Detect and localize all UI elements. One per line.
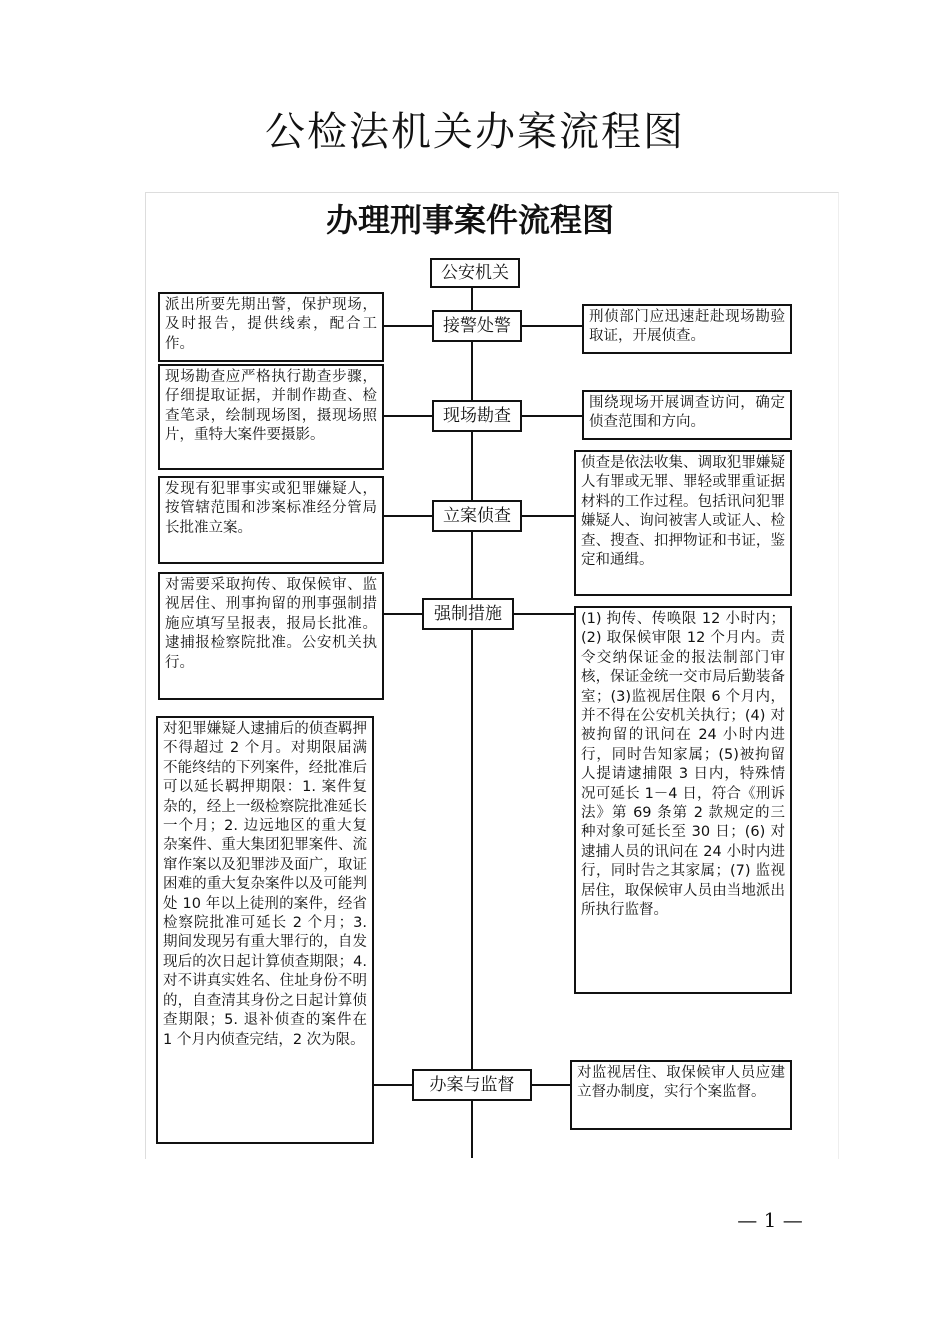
note-alarm-right: 刑侦部门应迅速赶赴现场勘验取证，开展侦查。 [582, 304, 792, 354]
note-supervision-left: 对犯罪嫌疑人逮捕后的侦查羁押不得超过 2 个月。对期限届满不能终结的下列案件，经批准后可以延长羁押期限：1. 案件复杂的，经上一级检察院批准延长一个月；2. 边远地区的重大复杂案件、重大集团犯罪案件、流窜作案以及犯罪涉及面广，取证困难的重大复杂案件以及可能判处 10 年以上徒刑的案件，经省检察院批准可延长 2 个月；3. 期间发现另有重大罪行的，自发现后的次日起计算侦查期限；4. 对不讲真实姓名、住址身份不明的，自查清其身份之日起计算侦查期限；5. 退补侦查的案件在 1 个月内侦查完结，2 次为限。 [156, 716, 374, 1144]
node-filing: 立案侦查 [432, 500, 522, 532]
note-filing-left: 发现有犯罪事实或犯罪嫌疑人，按管辖范围和涉案标准经分管局长批准立案。 [158, 476, 384, 564]
note-measures-left: 对需要采取拘传、取保候审、监视居住、刑事拘留的刑事强制措施应填写呈报表，报局长批准。逮捕报检察院批准。公安机关执行。 [158, 572, 384, 700]
node-scene: 现场勘查 [432, 400, 522, 432]
node-measures: 强制措施 [422, 598, 514, 630]
note-supervision-right: 对监视居住、取保候审人员应建立督办制度，实行个案监督。 [570, 1060, 792, 1130]
note-filing-right: 侦查是依法收集、调取犯罪嫌疑人有罪或无罪、罪轻或罪重证据材料的工作过程。包括讯问犯罪嫌疑人、询问被害人或证人、检查、搜查、扣押物证和书证，鉴定和通缉。 [574, 450, 792, 596]
flowchart-title: 办理刑事案件流程图 [325, 201, 614, 239]
note-alarm-left: 派出所要先期出警，保护现场，及时报告，提供线索，配合工作。 [158, 292, 384, 362]
node-supervision: 办案与监督 [412, 1069, 532, 1101]
page-title: 公检法机关办案流程图 [265, 109, 685, 155]
page-number: — 1 — [737, 1208, 803, 1232]
node-alarm: 接警处警 [432, 310, 522, 342]
note-scene-left: 现场勘查应严格执行勘查步骤，仔细提取证据，并制作勘查、检查笔录，绘制现场图，摄现场照片，重特大案件要摄影。 [158, 364, 384, 470]
note-measures-right: (1) 拘传、传唤限 12 小时内；(2) 取保候审限 12 个月内。责令交纳保证金的报法制部门审核，保证金统一交市局后勤装备室；(3)监视居住限 6 个月内，并不得在公安机关执行；(4) 对被拘留的讯问在 24 小时内进行，同时告知家属；(5)被拘留人提请逮捕限 3 日内，特殊情况可延长 1－4 日，符合《刑诉法》第 69 条第 2 款规定的三种对象可延长至 30 日；(6) 对逮捕人员的讯问在 24 小时内进行，同时告之其家属；(7) 监视居住，取保候审人员由当地派出所执行监督。 [574, 606, 792, 994]
node-police: 公安机关 [430, 258, 520, 288]
note-scene-right: 围绕现场开展调查访问，确定侦查范围和方向。 [582, 390, 792, 440]
